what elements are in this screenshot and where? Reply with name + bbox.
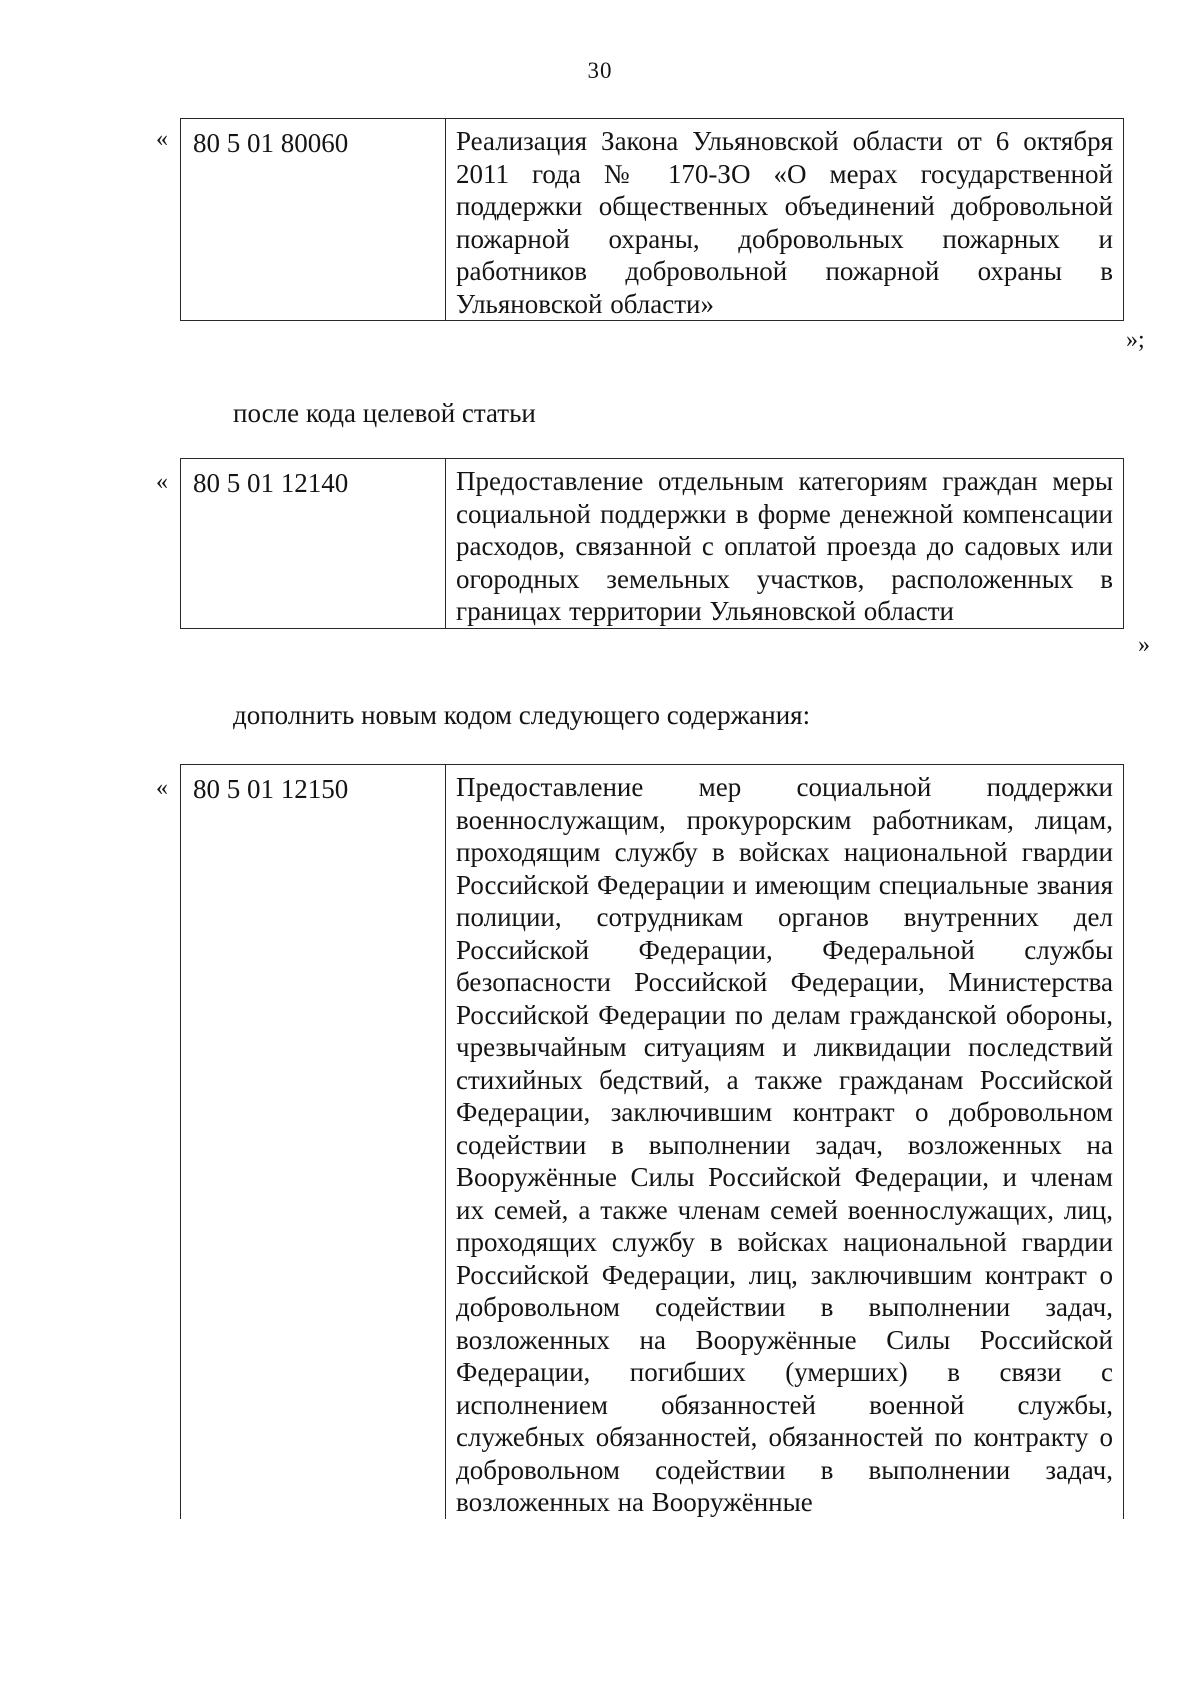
open-quote: «: [156, 469, 168, 495]
table-row: [181, 765, 1124, 1519]
target-article-description: Реализация Закона Ульяновской области от 6 октября 2011 года № 170-ЗО «О мерах государственной поддержки общественных объединений добровольной пожарной охраны, добровольных пожарных и работников добровольной пожарной охраны в Ульяновской области»: [446, 119, 1124, 321]
code-table-entry-2: [180, 458, 1124, 629]
close-quote: »: [1138, 632, 1150, 658]
instruction-after-code: после кода целевой статьи: [233, 398, 536, 428]
code-table-entry-3: [180, 764, 1124, 1519]
close-quote: »;: [1126, 327, 1145, 353]
table-row: [181, 119, 1124, 321]
instruction-add-new-code: дополнить новым кодом следующего содержания:: [233, 700, 811, 730]
table-row: [181, 459, 1124, 629]
open-quote: «: [156, 775, 168, 801]
target-article-description: Предоставление мер социальной поддержки военнослужащим, прокурорским работникам, лицам, проходящим службу в войсках национальной гвардии Российской Федерации и имеющим специальные звания полиции, сотрудникам органов внутренних дел Российской Федерации, Федеральной службы безопасности Российской Федерации, Министерства Российской Федерации по делам гражданской обороны, чрезвычайным ситуациям и ликвидации последствий стихийных бедствий, а также гражданам Российской Федерации, заключившим контракт о добровольном содействии в выполнении задач, возложенных на Вооружённые Силы Российской Федерации, и членам их семей, а также членам семей военнослужащих, лиц, проходящих службу в войсках национальной гвардии Российской Федерации, лиц, заключившим контракт о добровольном содействии в выполнении задач, возложенных на Вооружённые Силы Российской Федерации, погибших (умерших) в связи с исполнением обязанностей военной службы, служебных обязанностей, обязанностей по контракту о добровольном содействии в выполнении задач, возложенных на Вооружённые: [446, 765, 1124, 1519]
target-article-code: 80 5 01 12150: [181, 765, 446, 1519]
target-article-code: 80 5 01 12140: [181, 459, 446, 629]
code-table-entry-1: [180, 118, 1124, 321]
open-quote: «: [156, 126, 168, 152]
target-article-description: Предоставление отдельным категориям граждан меры социальной поддержки в форме денежной компенсации расходов, связанной с оплатой проезда до садовых или огородных земельных участков, расположенных в границах территории Ульяновской области: [446, 459, 1124, 629]
target-article-code: 80 5 01 80060: [181, 119, 446, 321]
page-number: 30: [587, 58, 613, 83]
